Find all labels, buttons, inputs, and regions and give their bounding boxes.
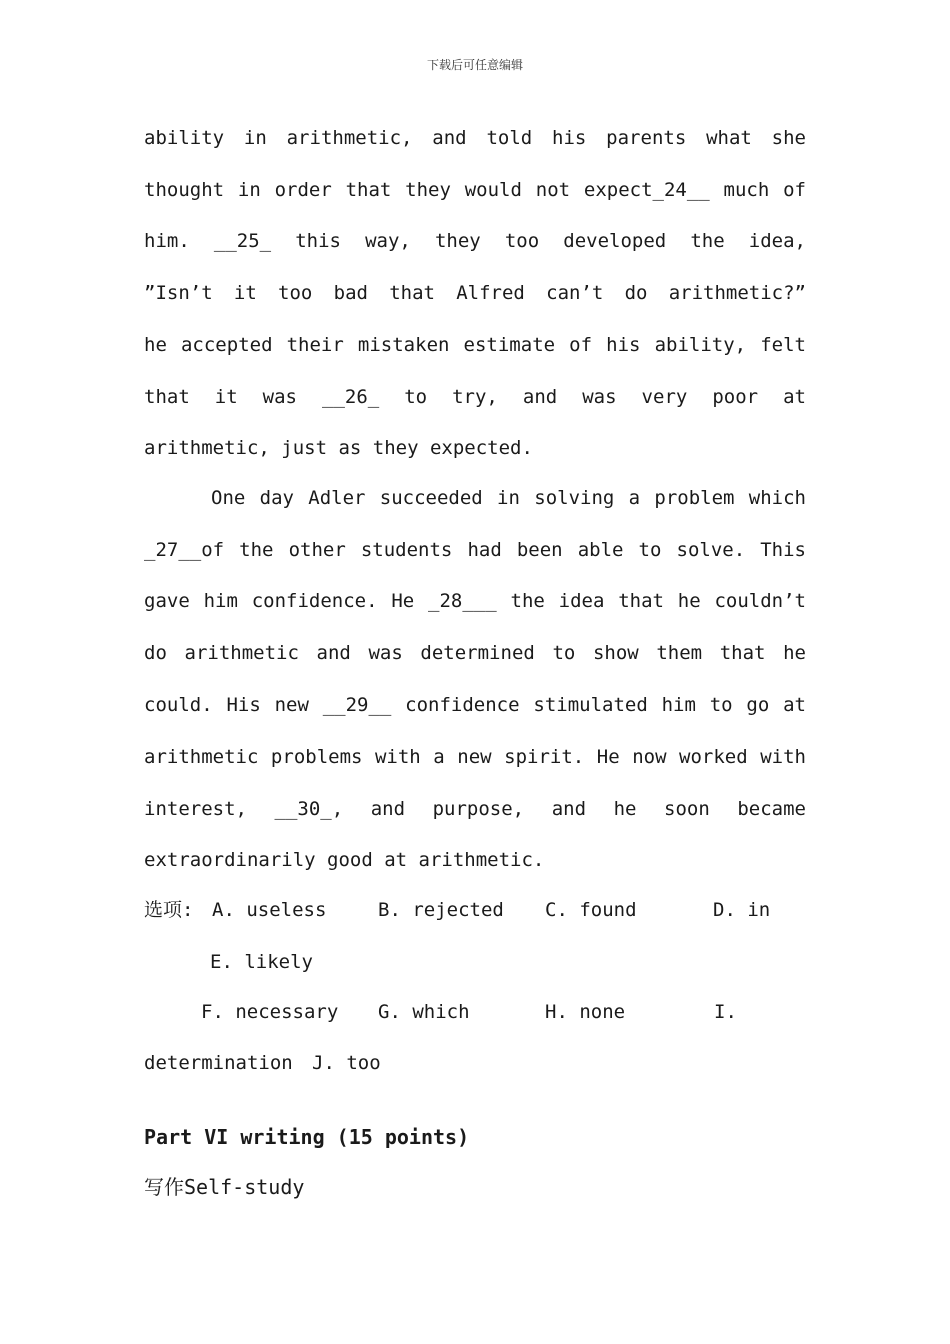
passage-line: interest, __30_, and purpose, and he soon became xyxy=(144,798,806,820)
passage-line: he accepted their mistaken estimate of his ability, felt xyxy=(144,334,806,356)
option-d: D. in xyxy=(713,899,771,921)
passage-line: ”Isn’t it too bad that Alfred can’t do arithmetic?” xyxy=(144,282,806,304)
option-c: C. found xyxy=(545,899,637,921)
option-g: G. which xyxy=(378,1001,470,1023)
passage-line: _27__of the other students had been able to solve. This xyxy=(144,539,806,561)
option-h: H. none xyxy=(545,1001,626,1023)
passage-line: that it was __26_ to try, and was very poor at xyxy=(144,386,806,408)
option-b: B. rejected xyxy=(378,899,504,921)
passage-line: could. His new __29__ confidence stimulated him to go at xyxy=(144,694,806,716)
option-f: F. necessary xyxy=(201,1001,339,1023)
passage-line: him. __25_ this way, they too developed the idea, xyxy=(144,230,806,252)
page-header: 下载后可任意编辑 xyxy=(426,58,523,72)
option-i: I. xyxy=(714,1001,737,1023)
passage-line: do arithmetic and was determined to show them that he xyxy=(144,642,806,664)
passage-line: ability in arithmetic, and told his parents what she xyxy=(144,127,806,149)
option-i-continued: determination xyxy=(144,1052,293,1074)
option-j: J. too xyxy=(312,1052,381,1074)
passage-line: One day Adler succeeded in solving a problem which xyxy=(211,487,806,509)
option-a: A. useless xyxy=(212,899,327,921)
passage-line: gave him confidence. He _28___ the idea that he couldn’t xyxy=(144,590,806,612)
passage-line: arithmetic problems with a new spirit. He now worked with xyxy=(144,746,806,768)
passage-line: arithmetic, just as they expected. xyxy=(144,437,533,459)
section-title: Part VI writing (15 points) xyxy=(144,1125,470,1149)
passage-line: extraordinarily good at arithmetic. xyxy=(144,849,545,871)
passage-line: thought in order that they would not expect_24__ much of xyxy=(144,179,806,201)
section-subtitle: 写作Self-study xyxy=(144,1175,305,1199)
option-e: E. likely xyxy=(210,951,313,973)
options-label: 选项: xyxy=(144,899,194,921)
